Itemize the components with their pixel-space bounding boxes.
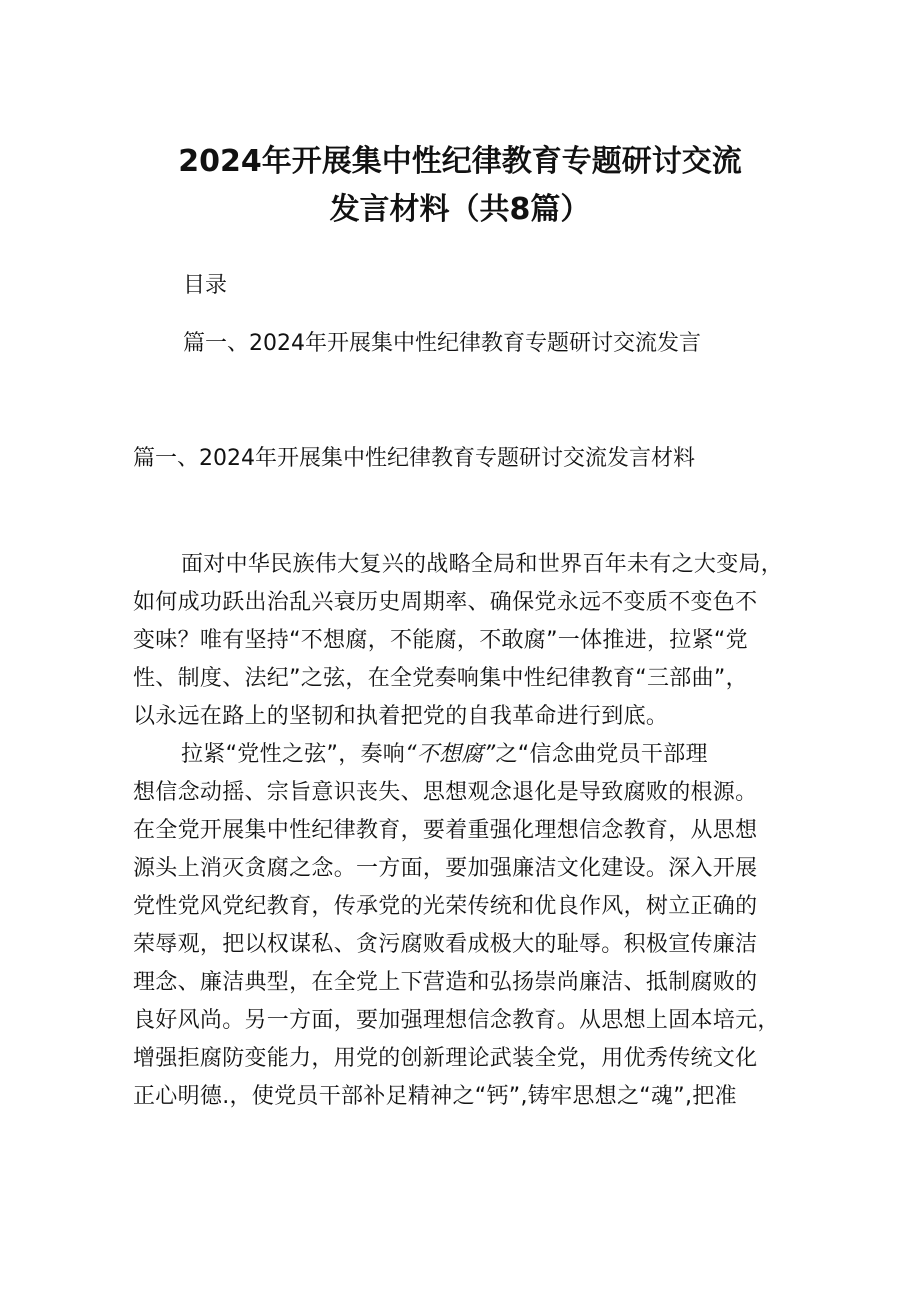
- paragraph1-line: 变味？唯有坚持“不想腐，不能腐，不敢腐”一体推进，拉紧“党: [133, 628, 748, 653]
- paragraph2-line: 在全党开展集中性纪律教育，要着重强化理想信念教育，从思想: [133, 818, 758, 843]
- toc-item[interactable]: 篇一、2024年开展集中性纪律教育专题研讨交流发言: [183, 331, 701, 356]
- paragraph1-line: 面对中华民族伟大复兴的战略全局和世界百年未有之大变局，: [181, 552, 784, 577]
- section-heading: 篇一、2024年开展集中性纪律教育专题研讨交流发言材料: [133, 446, 695, 471]
- paragraph2-emphasis: “不想腐”: [405, 742, 496, 767]
- document-title-line1: 2024年开展集中性纪律教育专题研讨交流: [178, 144, 742, 179]
- paragraph2-line: 想信念动摇、宗旨意识丧失、思想观念退化是导致腐败的根源。: [133, 780, 758, 805]
- paragraph2-line: 理念、廉洁典型，在全党上下营造和弘扬崇尚廉洁、抵制腐败的: [133, 970, 758, 995]
- paragraph1-line: 性、制度、法纪”之弦，在全党奏响集中性纪律教育“三部曲”，: [133, 666, 748, 691]
- document-title-line2: 发言材料（共8篇）: [329, 192, 591, 227]
- body-text: [133, 546, 813, 1116]
- paragraph2-first-line: [133, 736, 813, 774]
- paragraph1-line: 如何成功跃出治乱兴衰历史周期率、确保党永远不变质不变色不: [133, 590, 758, 615]
- paragraph2-line: 党性党风党纪教育，传承党的光荣传统和优良作风，树立正确的: [133, 894, 758, 919]
- paragraph2-line: 荣辱观，把以权谋私、贪污腐败看成极大的耻辱。积极宣传廉洁: [133, 932, 758, 957]
- paragraph2-line: 正心明德.，使党员干部补足精神之“钙”,铸牢思想之“魂”,把准: [133, 1084, 737, 1109]
- paragraph2-line: 增强拒腐防变能力，用党的创新理论武装全党，用优秀传统文化: [133, 1046, 758, 1071]
- paragraph2-line: 源头上消灭贪腐之念。一方面，要加强廉洁文化建设。深入开展: [133, 856, 758, 881]
- paragraph2-lead: 拉紧“党性之弦”，奏响: [181, 742, 406, 767]
- toc-label: 目录: [183, 273, 228, 298]
- paragraph1-line: 以永远在路上的坚韧和执着把党的自我革命进行到底。: [133, 704, 669, 729]
- paragraph2-line: 良好风尚。另一方面，要加强理想信念教育。从思想上固本培元，: [133, 1008, 780, 1033]
- paragraph2-tail: 之“信念曲党员干部理: [495, 742, 708, 767]
